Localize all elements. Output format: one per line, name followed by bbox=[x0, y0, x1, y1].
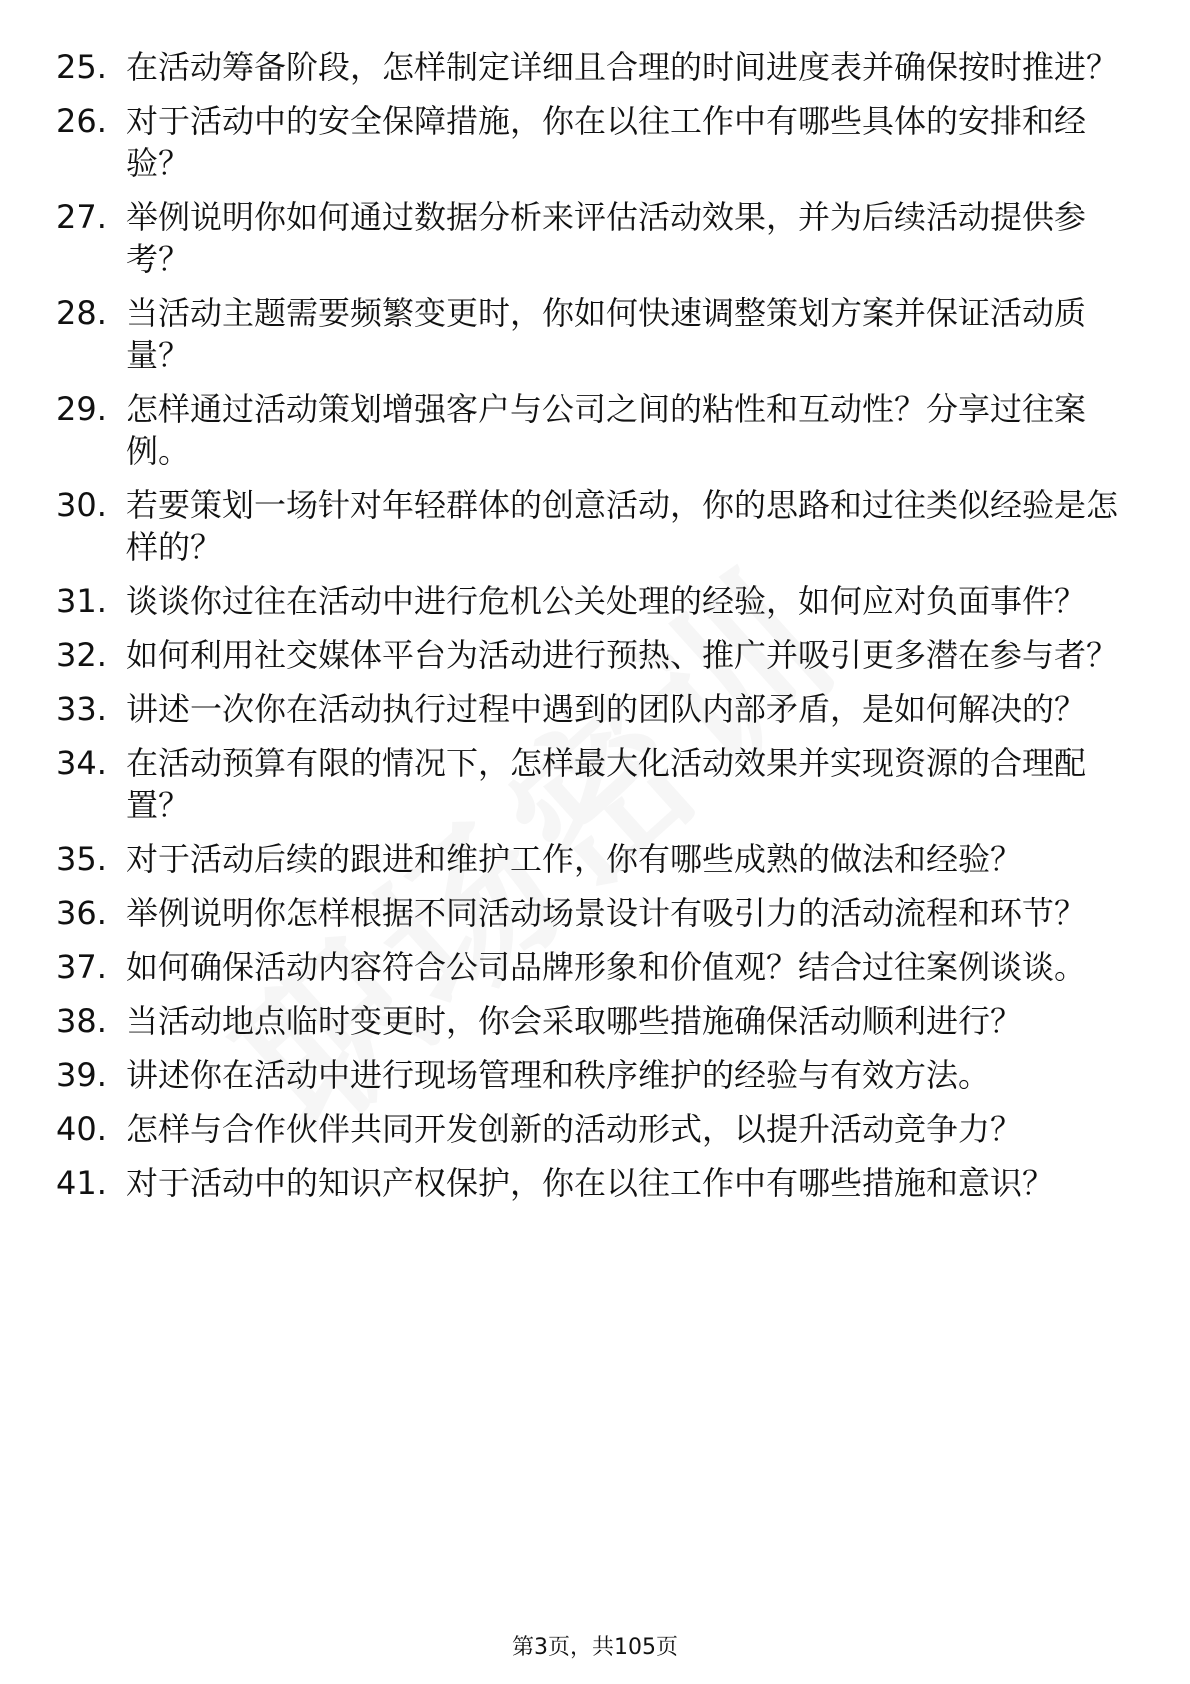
question-item bbox=[56, 838, 1126, 880]
question-text: 讲述一次你在活动执行过程中遇到的团队内部矛盾，是如何解决的？ bbox=[126, 690, 1087, 728]
question-item bbox=[56, 46, 1126, 88]
question-text: 若要策划一场针对年轻群体的创意活动，你的思路和过往类似经验是怎样的？ bbox=[126, 486, 1119, 566]
question-number: 28. bbox=[56, 294, 107, 332]
question-number: 34. bbox=[56, 744, 107, 782]
question-number: 26. bbox=[56, 102, 107, 140]
question-text: 怎样通过活动策划增强客户与公司之间的粘性和互动性？分享过往案例。 bbox=[126, 390, 1087, 470]
question-number: 36. bbox=[56, 894, 107, 932]
question-number: 30. bbox=[56, 486, 107, 524]
question-item bbox=[56, 946, 1126, 988]
question-item bbox=[56, 634, 1126, 676]
question-text: 当活动地点临时变更时，你会采取哪些措施确保活动顺利进行？ bbox=[126, 1002, 1023, 1040]
question-number: 33. bbox=[56, 690, 107, 728]
question-text: 当活动主题需要频繁变更时，你如何快速调整策划方案并保证活动质量？ bbox=[126, 294, 1087, 374]
question-text: 怎样与合作伙伴共同开发创新的活动形式，以提升活动竞争力？ bbox=[126, 1110, 1023, 1148]
question-text: 讲述你在活动中进行现场管理和秩序维护的经验与有效方法。 bbox=[126, 1056, 991, 1094]
question-item bbox=[56, 892, 1126, 934]
question-text: 对于活动后续的跟进和维护工作，你有哪些成熟的做法和经验？ bbox=[126, 840, 1023, 878]
question-number: 39. bbox=[56, 1056, 107, 1094]
question-number: 27. bbox=[56, 198, 107, 236]
question-item bbox=[56, 580, 1126, 622]
question-number: 38. bbox=[56, 1002, 107, 1040]
question-item bbox=[56, 1108, 1126, 1150]
question-number: 41. bbox=[56, 1164, 107, 1202]
question-text: 对于活动中的知识产权保护，你在以往工作中有哪些措施和意识？ bbox=[126, 1164, 1055, 1202]
question-number: 37. bbox=[56, 948, 107, 986]
question-text: 举例说明你怎样根据不同活动场景设计有吸引力的活动流程和环节？ bbox=[126, 894, 1087, 932]
question-text: 在活动筹备阶段，怎样制定详细且合理的时间进度表并确保按时推进？ bbox=[126, 48, 1119, 86]
question-item bbox=[56, 196, 1126, 280]
question-list bbox=[56, 46, 1126, 1216]
question-number: 40. bbox=[56, 1110, 107, 1148]
question-number: 29. bbox=[56, 390, 107, 428]
question-item bbox=[56, 388, 1126, 472]
question-item bbox=[56, 100, 1126, 184]
question-number: 31. bbox=[56, 582, 107, 620]
question-text: 如何确保活动内容符合公司品牌形象和价值观？结合过往案例谈谈。 bbox=[126, 948, 1087, 986]
question-item bbox=[56, 742, 1126, 826]
question-number: 35. bbox=[56, 840, 107, 878]
question-item bbox=[56, 292, 1126, 376]
question-item bbox=[56, 1054, 1126, 1096]
question-text: 在活动预算有限的情况下，怎样最大化活动效果并实现资源的合理配置？ bbox=[126, 744, 1087, 824]
question-number: 25. bbox=[56, 48, 107, 86]
question-item bbox=[56, 688, 1126, 730]
question-text: 谈谈你过往在活动中进行危机公关处理的经验，如何应对负面事件？ bbox=[126, 582, 1087, 620]
question-item bbox=[56, 1000, 1126, 1042]
page-footer bbox=[0, 1630, 1190, 1661]
question-text: 举例说明你如何通过数据分析来评估活动效果，并为后续活动提供参考？ bbox=[126, 198, 1087, 278]
question-text: 如何利用社交媒体平台为活动进行预热、推广并吸引更多潜在参与者？ bbox=[126, 636, 1119, 674]
question-text: 对于活动中的安全保障措施，你在以往工作中有哪些具体的安排和经验？ bbox=[126, 102, 1087, 182]
page-number-label: 第3页，共105页 bbox=[512, 1635, 678, 1660]
question-item bbox=[56, 484, 1126, 568]
question-number: 32. bbox=[56, 636, 107, 674]
question-item bbox=[56, 1162, 1126, 1204]
